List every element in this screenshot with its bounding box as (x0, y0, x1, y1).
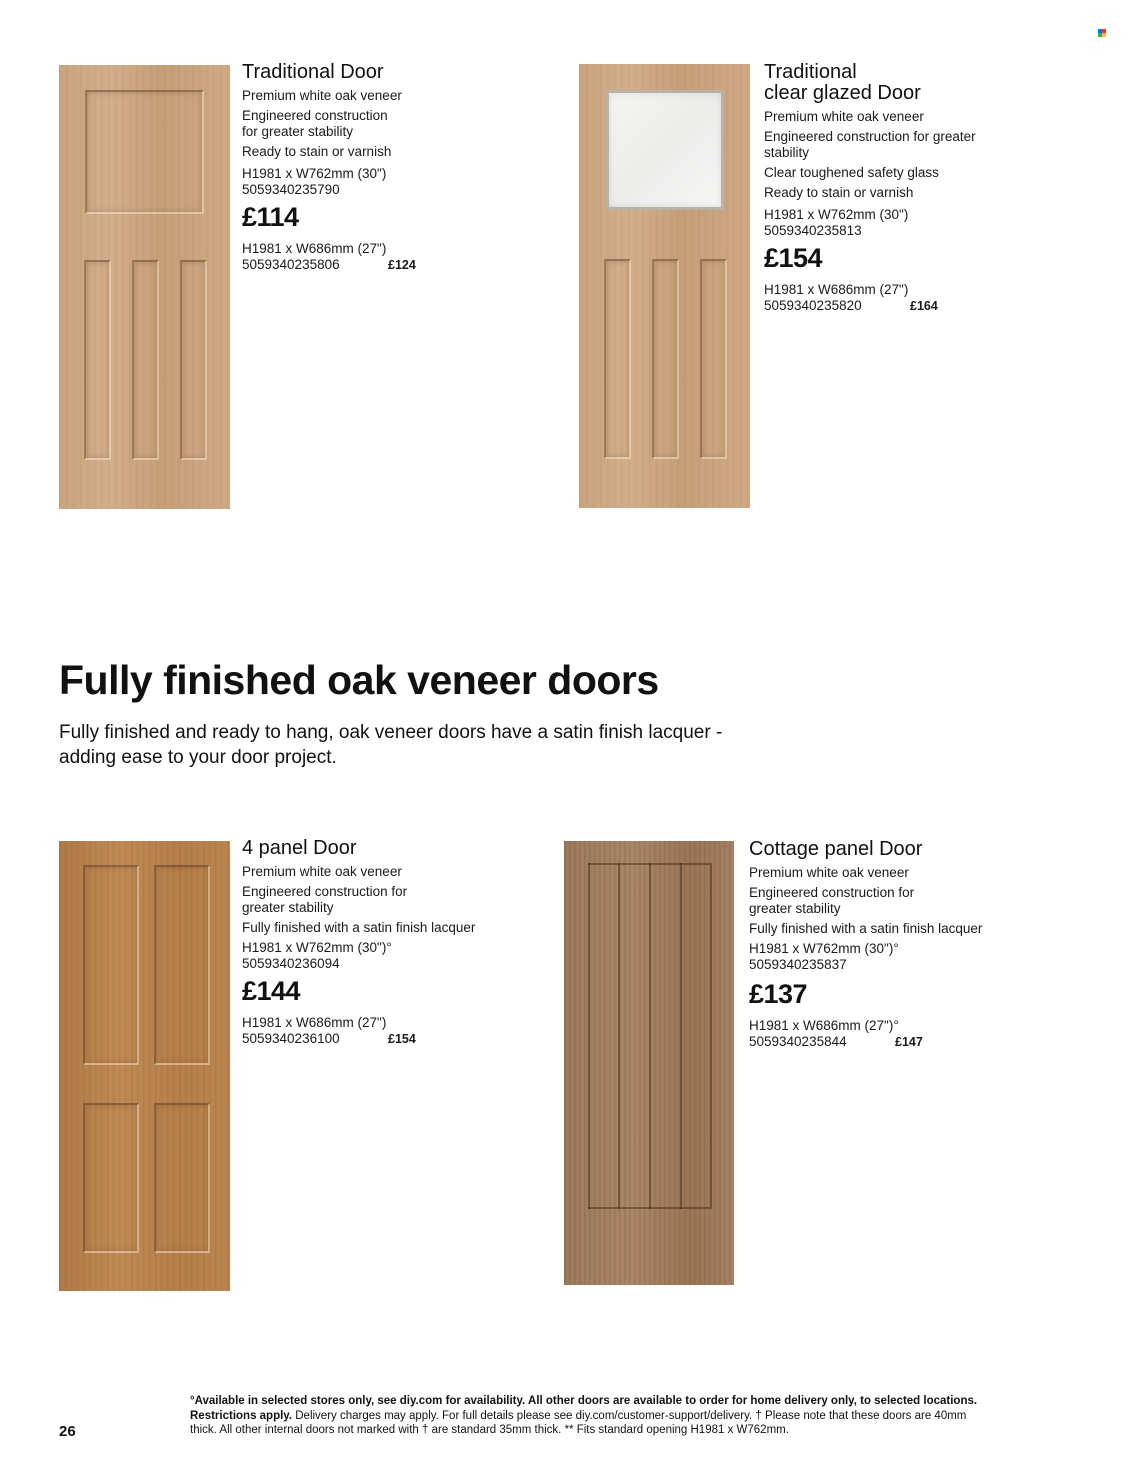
spec-line: Clear toughened safety glass (764, 165, 939, 180)
alt-size-block (242, 241, 552, 273)
door-panel-top-right (154, 865, 210, 1065)
alt-code: 5059340235806 (242, 257, 340, 272)
product-title-line-1: Traditional (764, 61, 857, 83)
footnote-line-1: °Available in selected stores only, see diy.com for availability. All other doors are available to order for home delivery only, to selected locations. (190, 1395, 978, 1407)
footnote-line-3: thick. All other internal doors not marked with † are standard 35mm thick. ** Fits standard opening H1981 x W762mm. (190, 1424, 789, 1436)
spec-line: Engineered construction for greater (764, 129, 976, 144)
footnote (190, 1394, 1070, 1438)
spec-code: 5059340235813 (764, 223, 862, 238)
spec-line: Engineered construction (242, 108, 388, 123)
product-title: 4 panel Door (242, 837, 357, 859)
product-four-panel-door (242, 838, 552, 1047)
door-plank-line (649, 863, 651, 1209)
door-glass-pane (606, 90, 724, 210)
spec-line: Premium white oak veneer (764, 109, 924, 124)
footnote-delivery: Delivery charges may apply. For full details please see diy.com/customer-support/delivery. † Please note that these doors are 40mm (292, 1409, 967, 1422)
door-bottom-rail (588, 1207, 710, 1209)
alt-price: £147 (895, 1035, 923, 1049)
alt-size: H1981 x W686mm (27") (242, 241, 387, 256)
alt-size: H1981 x W686mm (27") (242, 1015, 387, 1030)
door-panel-top-left (83, 865, 139, 1065)
spec-code: 5059340236094 (242, 956, 340, 971)
page-number: 26 (59, 1423, 76, 1440)
product-glazed-door (764, 62, 1094, 314)
product-title: Traditional Door (242, 61, 384, 83)
footnote-line-2 (190, 1409, 1070, 1424)
product-cottage-door (749, 839, 1089, 1050)
alt-size-block (242, 1015, 552, 1047)
door-panel-bottom-left (83, 1103, 139, 1253)
spec-line: stability (764, 145, 810, 160)
door-lower-panel-3 (700, 259, 727, 459)
glazed-door-image (579, 64, 750, 508)
section-body-line: Fully finished and ready to hang, oak veneer doors have a satin finish lacquer - (59, 722, 723, 743)
spec-line: for greater stability (242, 124, 354, 139)
spec-size: H1981 x W762mm (30")° (749, 941, 899, 956)
spec-size: H1981 x W762mm (30")° (242, 940, 392, 955)
spec-line: greater stability (242, 900, 334, 915)
alt-row (242, 257, 552, 273)
four-panel-door-image (59, 841, 230, 1291)
product-specs (764, 109, 1094, 239)
product-price: £154 (764, 243, 823, 273)
alt-row (749, 1034, 1089, 1050)
spec-size: H1981 x W762mm (30") (242, 166, 387, 181)
product-title-line-2: clear glazed Door (764, 82, 921, 104)
section-body-line: adding ease to your door project. (59, 747, 337, 768)
alt-code: 5059340235844 (749, 1034, 847, 1049)
spec-line: Premium white oak veneer (749, 865, 909, 880)
spec-line: Engineered construction for (242, 884, 408, 899)
spec-size: H1981 x W762mm (30") (764, 207, 909, 222)
door-lower-panel-2 (652, 259, 679, 459)
spec-line: Premium white oak veneer (242, 864, 402, 879)
alt-code: 5059340236100 (242, 1031, 340, 1046)
section-title: Fully finished oak veneer doors (59, 657, 659, 703)
alt-size: H1981 x W686mm (27")° (749, 1018, 899, 1033)
product-price: £137 (749, 979, 808, 1009)
door-lower-panel-1 (604, 259, 631, 459)
spec-line: Ready to stain or varnish (242, 144, 392, 159)
spec-code: 5059340235790 (242, 182, 340, 197)
door-plank-line (710, 863, 712, 1209)
alt-row (764, 298, 1094, 314)
spec-line: Fully finished with a satin finish lacquer (242, 920, 476, 935)
footnote-restrictions: Restrictions apply. (190, 1409, 293, 1422)
product-price: £114 (242, 202, 299, 232)
door-plank-line (588, 863, 590, 1209)
door-top-panel (85, 90, 204, 214)
alt-code: 5059340235820 (764, 298, 862, 313)
alt-size: H1981 x W686mm (27") (764, 282, 909, 297)
product-specs (242, 88, 552, 198)
spec-line: greater stability (749, 901, 841, 916)
traditional-door-image (59, 65, 230, 509)
door-panel-bottom-right (154, 1103, 210, 1253)
spec-code: 5059340235837 (749, 957, 847, 972)
spec-line: Fully finished with a satin finish lacquer (749, 921, 983, 936)
section-description (59, 720, 722, 770)
alt-price: £124 (388, 258, 416, 272)
product-specs (749, 865, 1089, 973)
door-lower-panel-2 (132, 260, 159, 460)
door-lower-panel-1 (84, 260, 111, 460)
alt-size-block (749, 1018, 1089, 1050)
cottage-door-image (564, 841, 734, 1285)
product-specs (242, 864, 552, 972)
spec-line: Ready to stain or varnish (764, 185, 914, 200)
product-price: £144 (242, 976, 301, 1006)
product-traditional-door (242, 62, 552, 273)
alt-size-block (764, 282, 1094, 314)
corner-square-yellow (1102, 33, 1106, 37)
spec-line: Premium white oak veneer (242, 88, 402, 103)
corner-color-mark (1098, 29, 1106, 37)
door-lower-panel-3 (180, 260, 207, 460)
alt-price: £164 (910, 299, 938, 313)
alt-price: £154 (388, 1032, 416, 1046)
product-title: Cottage panel Door (749, 838, 923, 860)
door-plank-line (680, 863, 682, 1209)
door-plank-line (618, 863, 620, 1209)
alt-row (242, 1031, 552, 1047)
spec-line: Engineered construction for (749, 885, 915, 900)
